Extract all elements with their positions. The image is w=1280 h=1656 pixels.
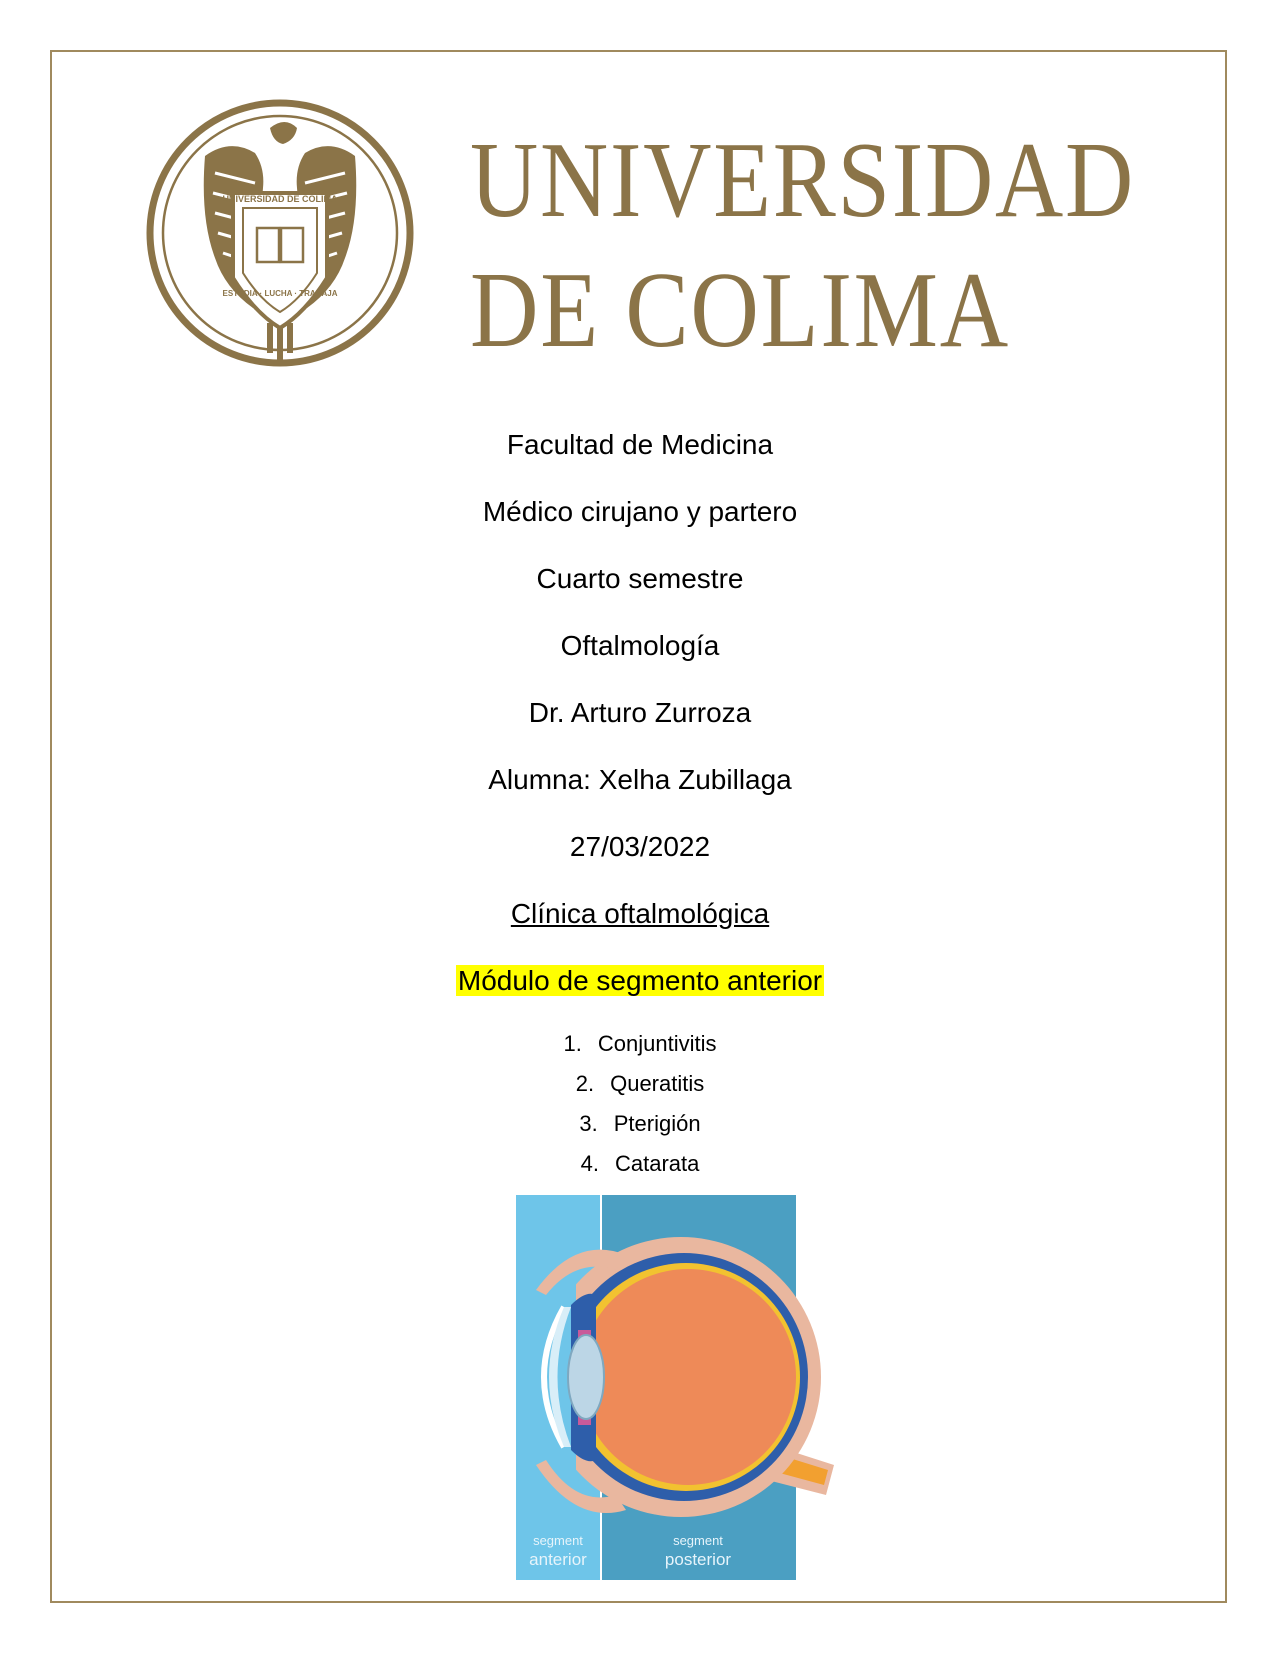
eye-anatomy-figure [516, 1195, 836, 1580]
university-logo [145, 98, 1140, 388]
faculty: Facultad de Medicina [506, 429, 774, 460]
label-anterior-1: segment [533, 1533, 583, 1548]
university-seal-icon [150, 103, 410, 363]
university-name-line1: UNIVERSIDAD [470, 121, 1135, 240]
list-item-label: Catarata [614, 1151, 700, 1176]
course-title-text: Clínica oftalmológica [510, 898, 770, 929]
university-name-line2: DE COLIMA [470, 251, 1010, 370]
list-item-label: Pterigión [613, 1111, 701, 1136]
eye-cross-section-image [516, 1195, 836, 1580]
list-item [0, 1150, 1280, 1178]
label-posterior-1: segment [673, 1533, 723, 1548]
date: 27/03/2022 [569, 831, 711, 862]
list-item-label: Conjuntivitis [597, 1031, 717, 1056]
semester: Cuarto semestre [536, 563, 744, 594]
module-title [0, 964, 1280, 998]
university-logo-graphic [145, 98, 1140, 388]
subject: Oftalmología [560, 630, 720, 661]
list-item-number: 3. [579, 1111, 598, 1136]
module-title-text: Módulo de segmento anterior [457, 965, 823, 996]
list-item [0, 1110, 1280, 1138]
student: Alumna: Xelha Zubillaga [488, 764, 792, 795]
list-item-number: 4. [580, 1151, 599, 1176]
list-item [0, 1070, 1280, 1098]
list-item-label: Queratitis [610, 1071, 705, 1096]
list-item-number: 1. [563, 1031, 582, 1056]
seal-text: UNIVERSIDAD DE COLIMA [222, 194, 338, 204]
seal-motto: ESTUDIA · LUCHA · TRABAJA [222, 289, 338, 298]
label-posterior-2: posterior [664, 1550, 732, 1569]
label-anterior-2: anterior [529, 1550, 587, 1569]
professor: Dr. Arturo Zurroza [528, 697, 752, 728]
course-title [0, 897, 1280, 931]
list-item [0, 1030, 1280, 1058]
list-item-number: 2. [575, 1071, 595, 1096]
career: Médico cirujano y partero [482, 496, 798, 527]
